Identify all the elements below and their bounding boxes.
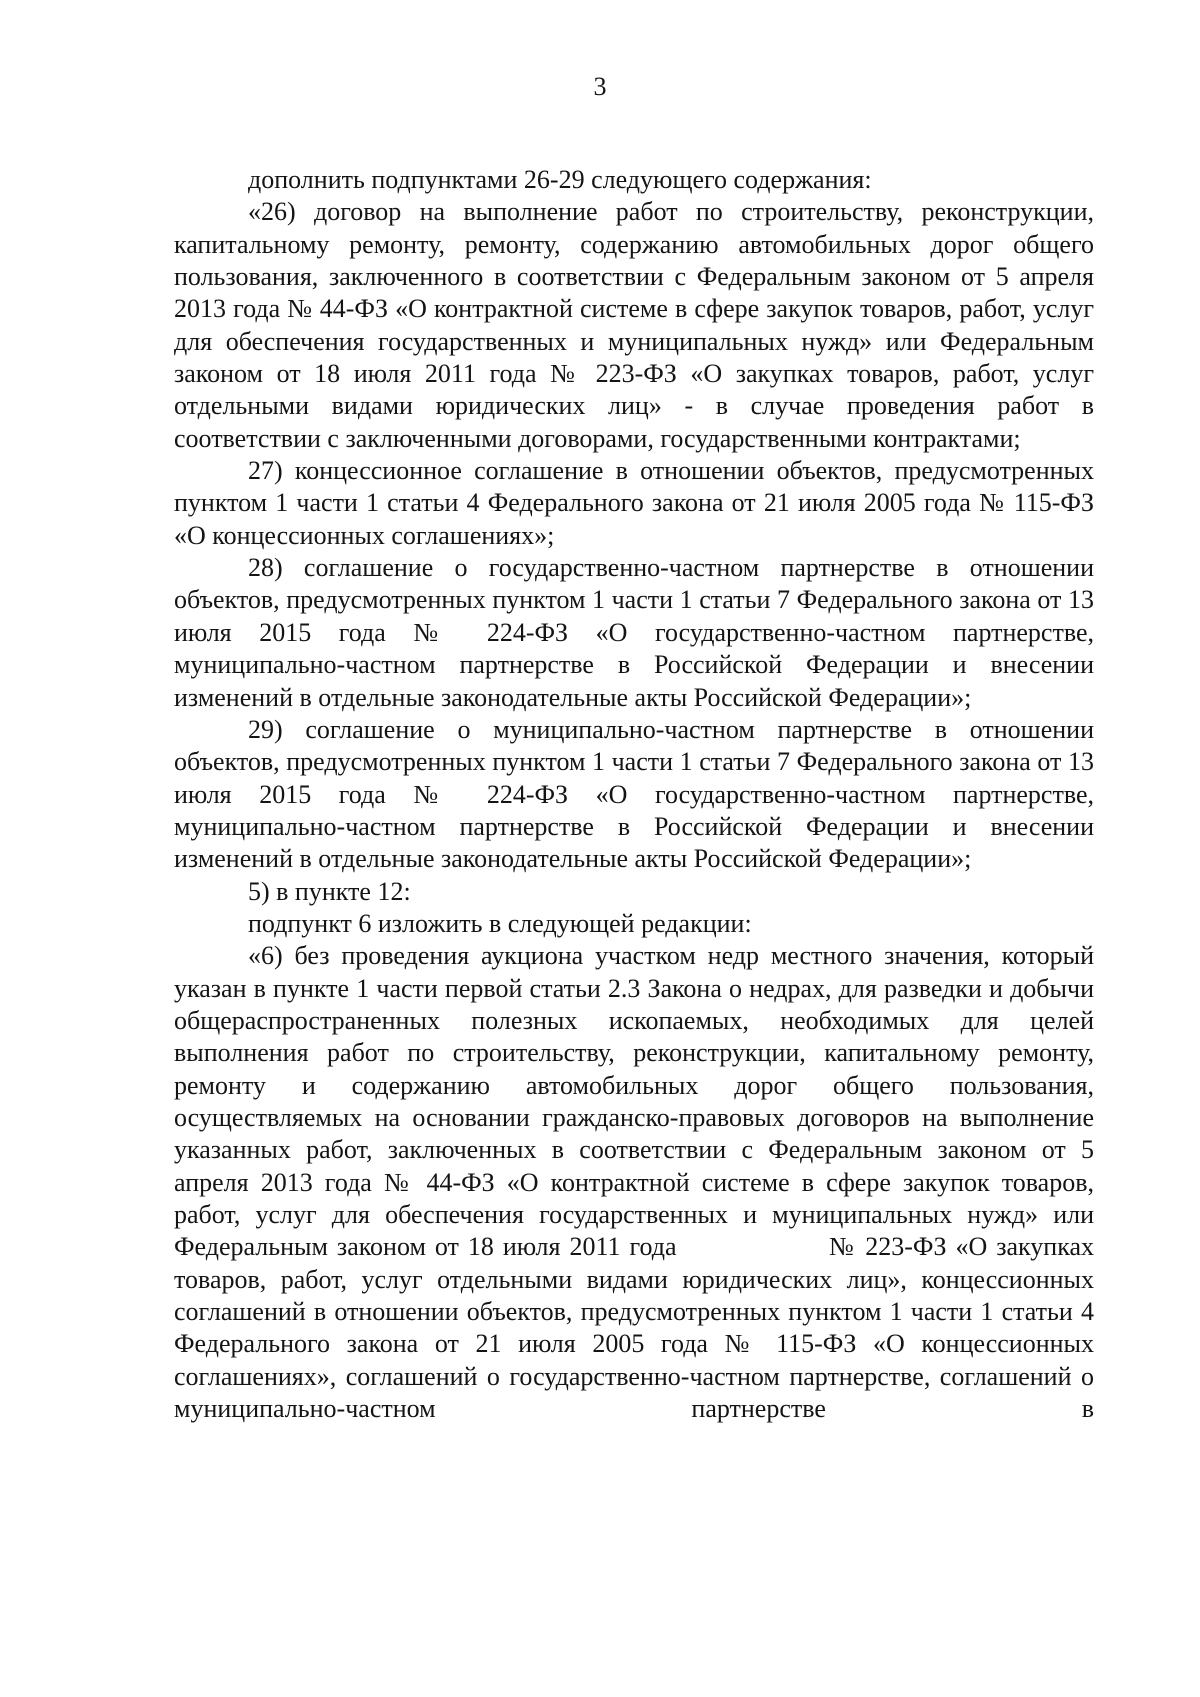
paragraph-subitem-6-intro: подпункт 6 изложить в следующей редакции:: [248, 908, 752, 938]
document-body: [174, 164, 1094, 1425]
paragraph-item-29: 29) соглашение о муниципально-частном партнерстве в отношении объектов, предусмотренных пунктом 1 части 1 статьи 7 Федерального закона от 13 июля 2015 года № 224-ФЗ «О государственно-частном партнерстве, муниципально-частном партнерстве в Российской Федерации и внесении изменений в отдельные законодательные акты Российской Федерации»;: [174, 714, 1094, 874]
paragraph-subitem-6-text: [174, 940, 1094, 1425]
paragraph-intro: дополнить подпунктами 26-29 следующего содержания:: [248, 165, 872, 194]
paragraph-subitem-6-part2: № 223-ФЗ «О закупках товаров, работ, услуг отдельными видами юридических лиц», концессионных соглашений в отношении объектов, предусмотренных пунктом 1 части 1 статьи 4 Федерального закона от 21 июля 2005 года № 115-ФЗ «О концессионных соглашениях», соглашений о государственно-частном партнерстве, соглашений о муниципально-частном партнерстве в: [174, 1232, 1094, 1424]
paragraph-item-26: «26) договор на выполнение работ по строительству, реконструкции, капитальному ремонту, ремонту, содержанию автомобильных дорог общего пользования, заключенного в соответствии с Федеральным законом от 5 апреля 2013 года № 44-ФЗ «О контрактной системе в сфере закупок товаров, работ, услуг для обеспечения государственных и муниципальных нужд» или Федеральным законом от 18 июля 2011 года № 223-ФЗ «О закупках товаров, работ, услуг отдельными видами юридических лиц» - в случае проведения работ в соответствии с заключенными договорами, государственными контрактами;: [174, 197, 1094, 453]
paragraph-subitem-6-part1: «6) без проведения аукциона участком недр местного значения, который указан в пункте 1 части первой статьи 2.3 Закона о недрах, для разведки и добычи общераспространенных полезных ископаемых, необходимых для целей выполнения работ по строительству, реконструкции, капитальному ремонту, ремонту и содержанию автомобильных дорог общего пользования, осуществляемых на основании гражданско-правовых договоров на выполнение указанных работ, заключенных в соответствии с Федеральным законом от 5 апреля 2013 года № 44-ФЗ «О контрактной системе в сфере закупок товаров, работ, услуг для обеспечения государственных и муниципальных нужд» или Федеральным законом от 18 июля 2011 года: [174, 941, 1094, 1262]
paragraph-item-5: 5) в пункте 12:: [248, 876, 411, 906]
page-number: 3: [593, 72, 607, 101]
paragraph-item-28: 28) соглашение о государственно-частном партнерстве в отношении объектов, предусмотренных пунктом 1 части 1 статьи 7 Федерального закона от 13 июля 2015 года № 224-ФЗ «О государственно-частном партнерстве, муниципально-частном партнерстве в Российской Федерации и внесении изменений в отдельные законодательные акты Российской Федерации»;: [174, 553, 1094, 712]
paragraph-item-27: 27) концессионное соглашение в отношении объектов, предусмотренных пунктом 1 части 1 статьи 4 Федерального закона от 21 июля 2005 года № 115-ФЗ «О концессионных соглашениях»;: [174, 456, 1094, 550]
